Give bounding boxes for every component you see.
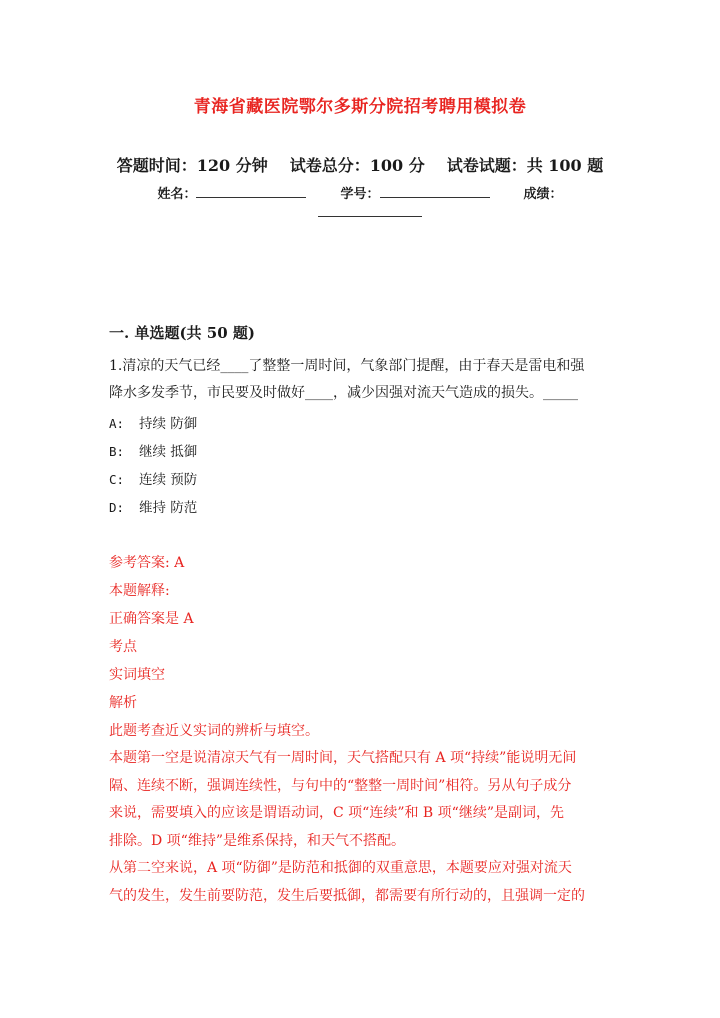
analysis-line: 排除。D 项“维持”是维系保持，和天气不搭配。: [109, 832, 405, 849]
explanation-label: 本题解释:: [109, 583, 170, 599]
answer-explanation: [109, 549, 603, 910]
option-key: B:: [109, 444, 125, 459]
option-c[interactable]: [109, 466, 603, 494]
question-line: 降水多发季节，市民要及时做好____，减少因强对流天气造成的损失。_____: [109, 385, 578, 401]
question-stem: [109, 353, 603, 407]
student-id-label: 学号：: [340, 187, 380, 202]
option-a[interactable]: [109, 410, 603, 438]
score-blank[interactable]: [318, 204, 422, 217]
exam-time: 答题时间：120 分钟: [116, 156, 268, 175]
score-label: 成绩：: [523, 187, 563, 202]
option-text: 持续 防御: [139, 416, 198, 432]
option-text: 继续 抵御: [139, 444, 198, 460]
option-text: 连续 预防: [139, 472, 198, 488]
option-d[interactable]: [109, 494, 603, 522]
analysis-line: 气的发生，发生前要防范，发生后要抵御，都需要有所行动的，且强调一定的: [109, 887, 585, 904]
option-key: D:: [109, 500, 125, 515]
exam-total-score: 试卷总分：100 分: [289, 156, 425, 175]
option-text: 维持 防范: [139, 500, 198, 516]
section-title: 一. 单选题(共 50 题): [109, 324, 255, 342]
document-title: 青海省藏医院鄂尔多斯分院招考聘用模拟卷: [193, 97, 527, 117]
analysis-line: 来说，需要填入的应该是谓语动词，C 项“连续”和 B 项“继续”是副词，先: [109, 805, 564, 821]
point-label: 考点: [109, 639, 137, 655]
name-label: 姓名：: [157, 187, 197, 202]
analysis-line: 从第二空来说，A 项“防御”是防范和抵御的双重意思，本题要应对强对流天: [109, 860, 572, 876]
analysis-line: 隔、连续不断，强调连续性，与句中的“整整一周时间”相符。另从句子成分: [109, 777, 572, 794]
analysis-line: 本题第一空是说清凉天气有一周时间，天气搭配只有 A 项“持续”能说明无间: [109, 750, 577, 766]
student-id-blank[interactable]: [380, 185, 490, 198]
option-b[interactable]: [109, 438, 603, 466]
analysis-label: 解析: [109, 695, 137, 711]
reference-answer: 参考答案: A: [109, 555, 185, 571]
name-blank[interactable]: [196, 185, 306, 198]
exam-info-row: [0, 153, 720, 176]
student-info-row: [0, 183, 720, 202]
option-key: C:: [109, 472, 125, 487]
option-list: [109, 410, 603, 522]
question-line: 1.清凉的天气已经____了整整一周时间，气象部门提醒，由于春天是雷电和强: [109, 358, 585, 374]
option-key: A:: [109, 416, 125, 431]
point-text: 实词填空: [109, 667, 165, 683]
correct-answer: 正确答案是 A: [109, 611, 194, 627]
analysis-intro: 此题考查近义实词的辨析与填空。: [109, 723, 319, 739]
exam-question-count: 试卷试题：共 100 题: [446, 156, 604, 175]
